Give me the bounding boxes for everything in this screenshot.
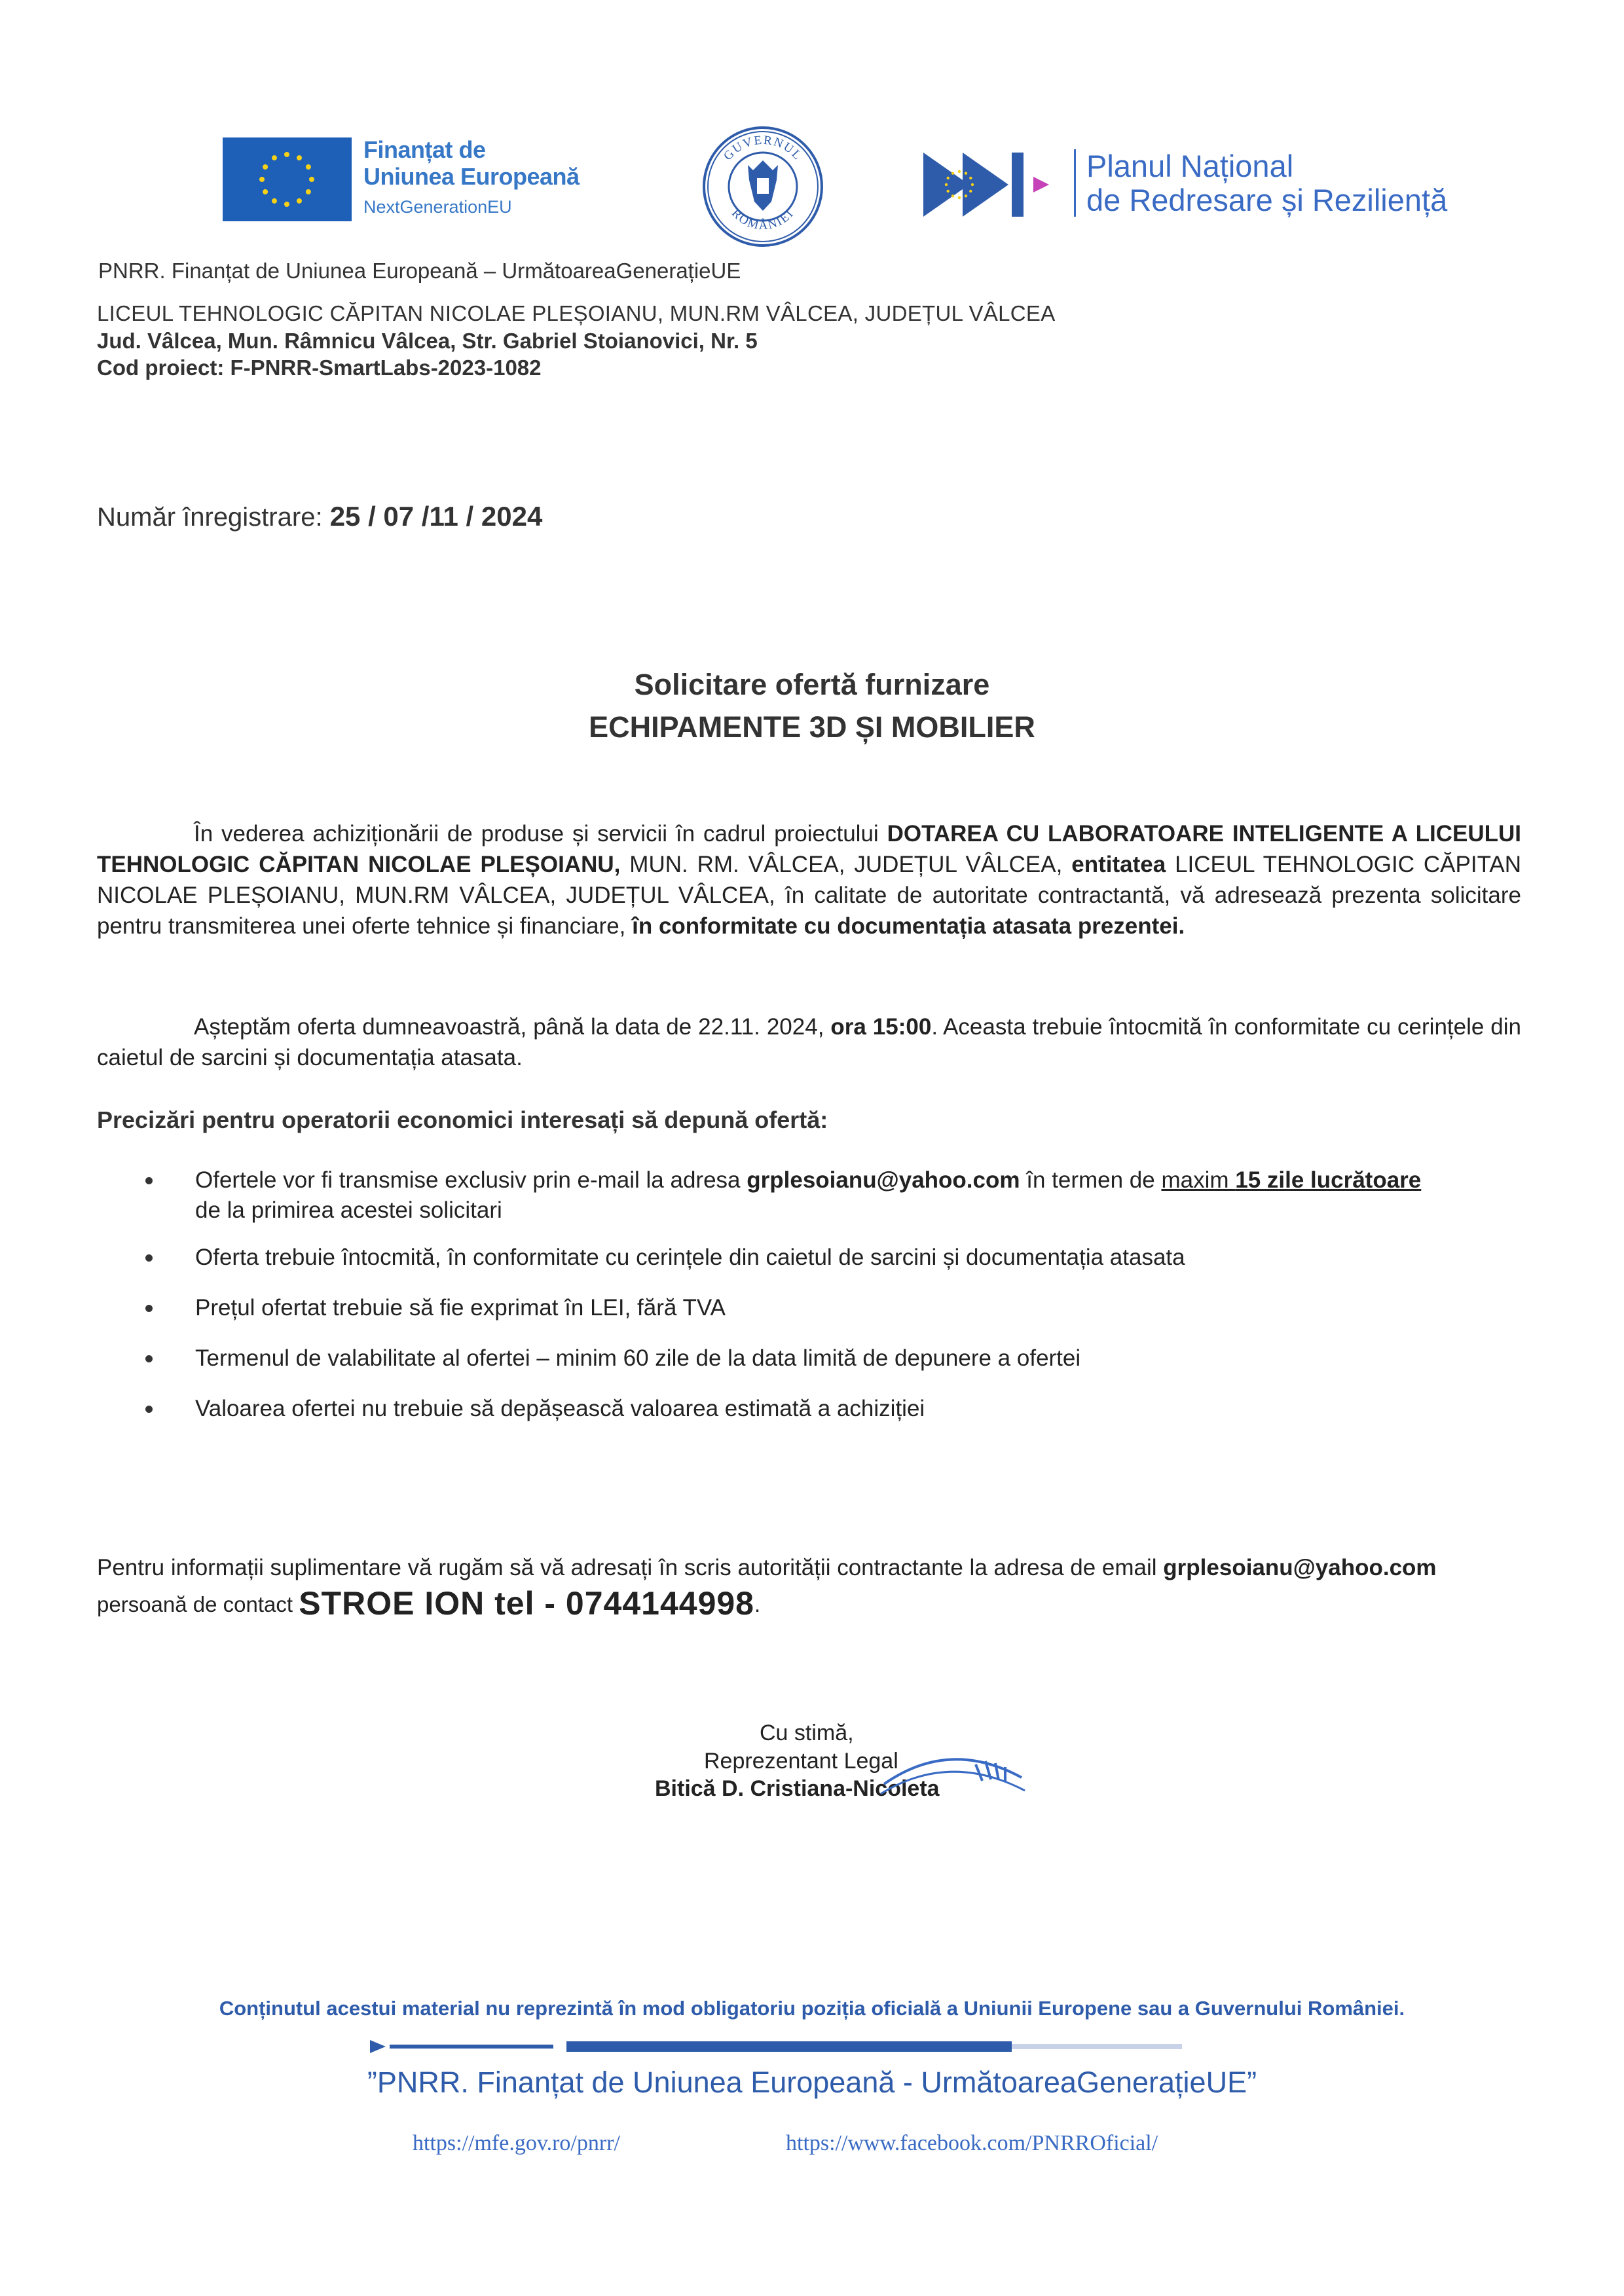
project-code-line: Cod proiect: F-PNRR-SmartLabs-2023-1082 — [97, 355, 542, 380]
registration-value: 25 / 07 /11 / 2024 — [329, 501, 543, 532]
bullet-icon — [145, 1406, 153, 1413]
b1-deadline: 15 zile lucrătoare — [1235, 1167, 1422, 1193]
p2-text-a: Așteptăm oferta dumneavoastră, până la data de 22.11. 2024, — [194, 1014, 831, 1040]
bullet-icon — [145, 1305, 153, 1312]
eu-star-icon — [306, 164, 311, 170]
eu-logo-line2: Uniunea Europeană — [363, 163, 580, 191]
stamp-icon — [871, 1745, 1028, 1817]
p1-text-a: În vederea achiziționării de produse și servicii în cadrul proiectului — [194, 821, 887, 847]
footer-tagline: ”PNRR. Finanțat de Uniunea Europeană - UrmătoareaGenerațieUE” — [367, 2066, 1257, 2099]
eu-star-icon — [263, 164, 268, 170]
bullet-icon — [145, 1355, 153, 1362]
eu-star-icon — [965, 194, 967, 197]
seal-text-bottom: ROMÂNIEI — [729, 206, 797, 233]
eu-star-icon — [945, 183, 948, 186]
seal-text-top: GUVERNUL — [721, 133, 805, 164]
eu-flag-icon — [223, 137, 352, 221]
signatory-role: Reprezentant Legal — [704, 1749, 898, 1774]
eu-funding-logo-text — [363, 136, 580, 217]
p2-text-c: . Aceasta trebuie întocmită în conformitate cu cerințele din caietul de sarcini și documentația atasata. — [97, 1014, 1522, 1070]
list-item — [138, 1343, 1526, 1374]
pnrr-website-link[interactable]: https://mfe.gov.ro/pnrr/ — [413, 2131, 620, 2155]
contact-person-label: persoană de contact — [97, 1592, 299, 1616]
contact-text: Pentru informații suplimentare vă rugăm să vă adresați în scris autorității contractante la adresa de email — [97, 1555, 1164, 1580]
eu-star-icon — [263, 189, 268, 194]
b3-text: Prețul ofertat trebuie să fie exprimat în LEI, fără TVA — [195, 1295, 726, 1321]
eu-star-icon — [306, 189, 311, 194]
contact-person-line — [97, 1584, 760, 1622]
pnrr-logo-line1: Planul Național — [1086, 149, 1294, 183]
bullet-icon — [145, 1254, 153, 1262]
email-link[interactable]: grplesoianu@yahoo.com — [747, 1167, 1020, 1193]
eu-logo-line3: NextGenerationEU — [363, 196, 512, 217]
b1-text-c: maxim — [1161, 1167, 1236, 1193]
deadline-paragraph — [97, 1011, 1521, 1073]
list-item — [138, 1165, 1526, 1226]
guvernul-romaniei-seal-icon — [701, 124, 825, 249]
eu-star-icon — [969, 177, 972, 179]
institution-line: LICEUL TEHNOLOGIC CĂPITAN NICOLAE PLEȘOIANU, MUN.RM VÂLCEA, JUDEȚUL VÂLCEA — [97, 301, 1056, 325]
eu-star-icon — [947, 190, 950, 192]
eu-star-icon — [297, 198, 302, 204]
eu-star-icon — [951, 172, 954, 175]
requirements-list — [138, 1165, 1526, 1424]
eu-star-icon — [958, 170, 961, 173]
registration-number — [97, 501, 542, 532]
p1-text-c: MUN. RM. VÂLCEA, JUDEȚUL VÂLCEA, — [620, 852, 1072, 877]
funding-line: PNRR. Finanțat de Uniunea Europeană – UrmătoareaGenerațieUE — [98, 259, 741, 283]
document-subtitle: ECHIPAMENTE 3D ȘI MOBILIER — [589, 710, 1035, 744]
pnrr-arrow-icon — [923, 147, 1054, 223]
list-item — [138, 1243, 1526, 1273]
deadline-time: ora 15:00 — [830, 1014, 932, 1040]
eu-star-icon — [297, 155, 302, 160]
eu-star-icon — [309, 177, 314, 182]
contact-info-line — [97, 1555, 1437, 1581]
b4-text: Termenul de valabilitate al ofertei – minim 60 zile de la data limită de depunere a ofertei — [195, 1345, 1081, 1371]
b1-text-e: de la primirea acestei solicitari — [195, 1197, 502, 1223]
contact-period: . — [754, 1592, 761, 1616]
list-item — [138, 1293, 1526, 1323]
bullet-icon — [145, 1177, 153, 1184]
registration-label: Număr înregistrare: — [97, 503, 323, 532]
svg-text:GUVERNUL — [721, 134, 805, 164]
b1-text-a: Ofertele vor fi transmise exclusiv prin e-mail la adresa — [195, 1167, 747, 1193]
p1-text-f: în conformitate cu documentația atasata prezentei. — [632, 913, 1185, 939]
eu-star-icon — [272, 155, 277, 160]
contact-person-value: STROE ION tel - 0744144998 — [299, 1585, 754, 1622]
eu-star-icon — [284, 152, 289, 157]
b2-text: Oferta trebuie întocmită, în conformitate cu cerințele din caietul de sarcini și documentația atasata — [195, 1245, 1185, 1270]
signatory-name: Bitică D. Cristiana-Nicoleta — [655, 1776, 940, 1801]
facebook-link[interactable]: https://www.facebook.com/PNRROficial/ — [786, 2131, 1158, 2155]
list-item — [138, 1394, 1526, 1424]
b5-text: Valoarea ofertei nu trebuie să depășească valoarea estimată a achiziției — [195, 1396, 925, 1421]
eu-star-icon — [947, 177, 950, 179]
b1-text-b: în termen de — [1020, 1167, 1162, 1193]
document-title: Solicitare ofertă furnizare — [634, 668, 990, 701]
intro-paragraph — [97, 818, 1521, 941]
eu-star-icon — [965, 172, 967, 175]
project-name: DOTAREA CU LABORATOARE INTELIGENTE A LICEULUI TEHNOLOGIC CĂPITAN NICOLAE PLEȘOIANU, — [97, 821, 1522, 877]
pnrr-logo-line2: de Redresare și Reziliență — [1086, 182, 1448, 217]
closing: Cu stimă, — [760, 1721, 854, 1745]
eu-star-icon — [284, 202, 289, 207]
contact-email-link[interactable]: grplesoianu@yahoo.com — [1163, 1555, 1437, 1580]
footer-disclaimer: Conținutul acestui material nu reprezintă în mod obligatoriu poziția oficială a Uniunii Europene sau a Guvernului României. — [219, 1997, 1405, 2020]
pnrr-logo-text — [1074, 149, 1447, 217]
section-heading: Precizări pentru operatorii economici interesați să depună ofertă: — [97, 1106, 828, 1133]
eu-star-icon — [272, 198, 277, 204]
eu-star-icon — [951, 194, 954, 197]
eu-star-icon — [971, 183, 974, 186]
eu-logo-line1: Finanțat de — [363, 136, 486, 163]
eu-star-icon — [259, 177, 265, 182]
eu-star-icon — [958, 196, 961, 199]
eu-star-icon — [969, 190, 972, 192]
footer-arrow-icon — [370, 2037, 1182, 2056]
p1-text-d: entitatea — [1071, 852, 1166, 877]
p1-text-e: LICEUL TEHNOLOGIC CĂPITAN NICOLAE PLEȘOIANU, MUN.RM VÂLCEA, JUDEȚUL VÂLCEA, în calitate de autoritate contractantă, vă adresează prezenta solicitare pentru transmiterea unei oferte tehnice și financiare, — [97, 852, 1521, 939]
address-line: Jud. Vâlcea, Mun. Râmnicu Vâlcea, Str. Gabriel Stoianovici, Nr. 5 — [97, 329, 758, 353]
